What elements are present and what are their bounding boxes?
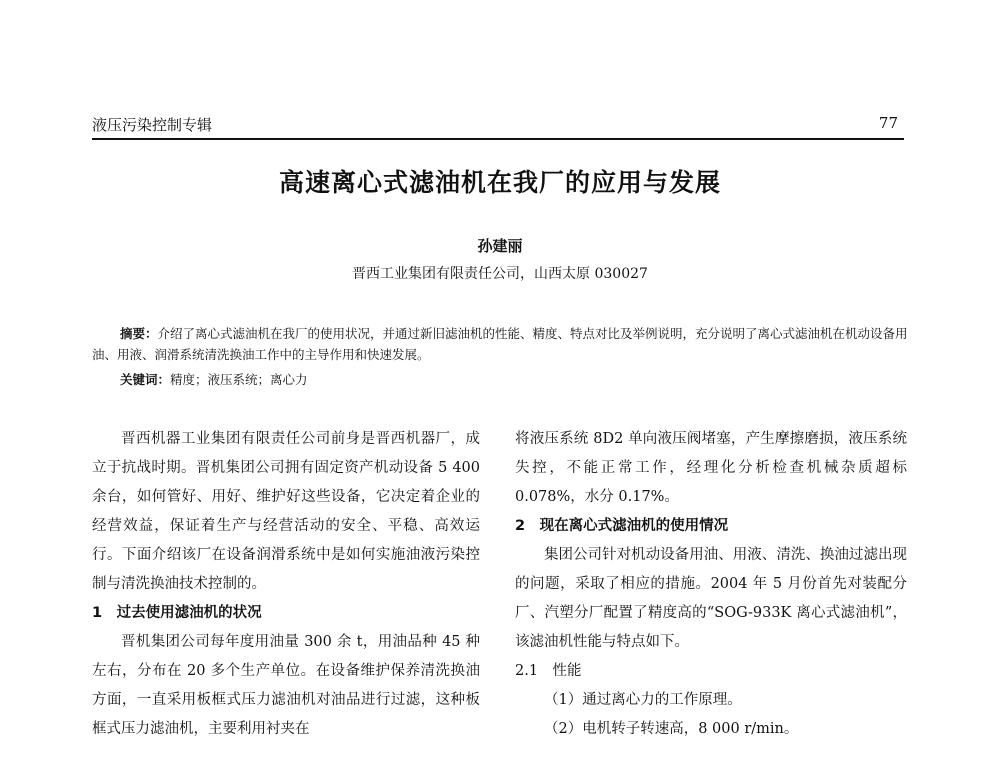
subsection-heading-2-1: 2.1 性能	[515, 663, 582, 679]
body-column-left	[92, 425, 480, 744]
keywords-text: 精度；液压系统；离心力	[170, 372, 308, 387]
abstract	[92, 323, 910, 365]
keywords	[120, 370, 308, 388]
body-paragraph: 晋机集团公司每年度用油量 300 余 t，用油品种 45 种左右，分布在 20 多个生产单位。在设备维护保养清洗换油方面，一直采用板框式压力滤油机对油品进行过滤，这种板框式压力滤油机，主要利用衬夹在	[92, 634, 480, 737]
journal-name: 液压污染控制专辑	[92, 116, 213, 134]
body-column-right	[515, 425, 907, 744]
abstract-label: 摘要：	[120, 326, 158, 341]
section-heading-2: 2 现在离心式滤油机的使用情况	[515, 518, 729, 534]
list-item: （2）电机转子转速高，8 000 r/min。	[544, 721, 799, 737]
article-title: 高速离心式滤油机在我厂的应用与发展	[278, 168, 721, 197]
abstract-paragraph	[92, 323, 910, 365]
section-heading-1: 1 过去使用滤油机的状况	[92, 605, 262, 621]
keywords-label: 关键词：	[120, 372, 171, 387]
author-affiliation: 晋西工业集团有限责任公司，山西太原 030027	[352, 266, 648, 282]
abstract-text: 介绍了离心式滤油机在我厂的使用状况，并通过新旧滤油机的性能、精度、特点对比及举例说明，充分说明了离心式滤油机在机动设备用油、用液、润滑系统清洗换油工作中的主导作用和快速发展。	[92, 326, 908, 362]
body-paragraph: 将液压系统 8D2 单向液压阀堵塞，产生摩擦磨损，液压系统失控，不能正常工作，经理化分析检查机械杂质超标 0.078%，水分 0.17%。	[515, 431, 907, 505]
body-paragraph: 晋西机器工业集团有限责任公司前身是晋西机器厂，成立于抗战时期。晋机集团公司拥有固定资产机动设备 5 400 余台，如何管好、用好、维护好这些设备，它决定着企业的经营效益，保证着生产与经营活动的安全、平稳、高效运行。下面介绍该厂在设备润滑系统中是如何实施油液污染控制与清洗换油技术控制的。	[92, 431, 480, 592]
list-item: （1）通过离心力的工作原理。	[544, 692, 742, 708]
running-header	[92, 112, 904, 140]
body-paragraph: 集团公司针对机动设备用油、用液、清洗、换油过滤出现的问题，采取了相应的措施。2004 年 5 月份首先对装配分厂、汽塑分厂配置了精度高的“SOG-933K 离心式滤油机”，该滤油机性能与特点如下。	[515, 547, 907, 650]
page-number: 77	[878, 114, 898, 132]
author-name: 孙建丽	[477, 237, 523, 255]
